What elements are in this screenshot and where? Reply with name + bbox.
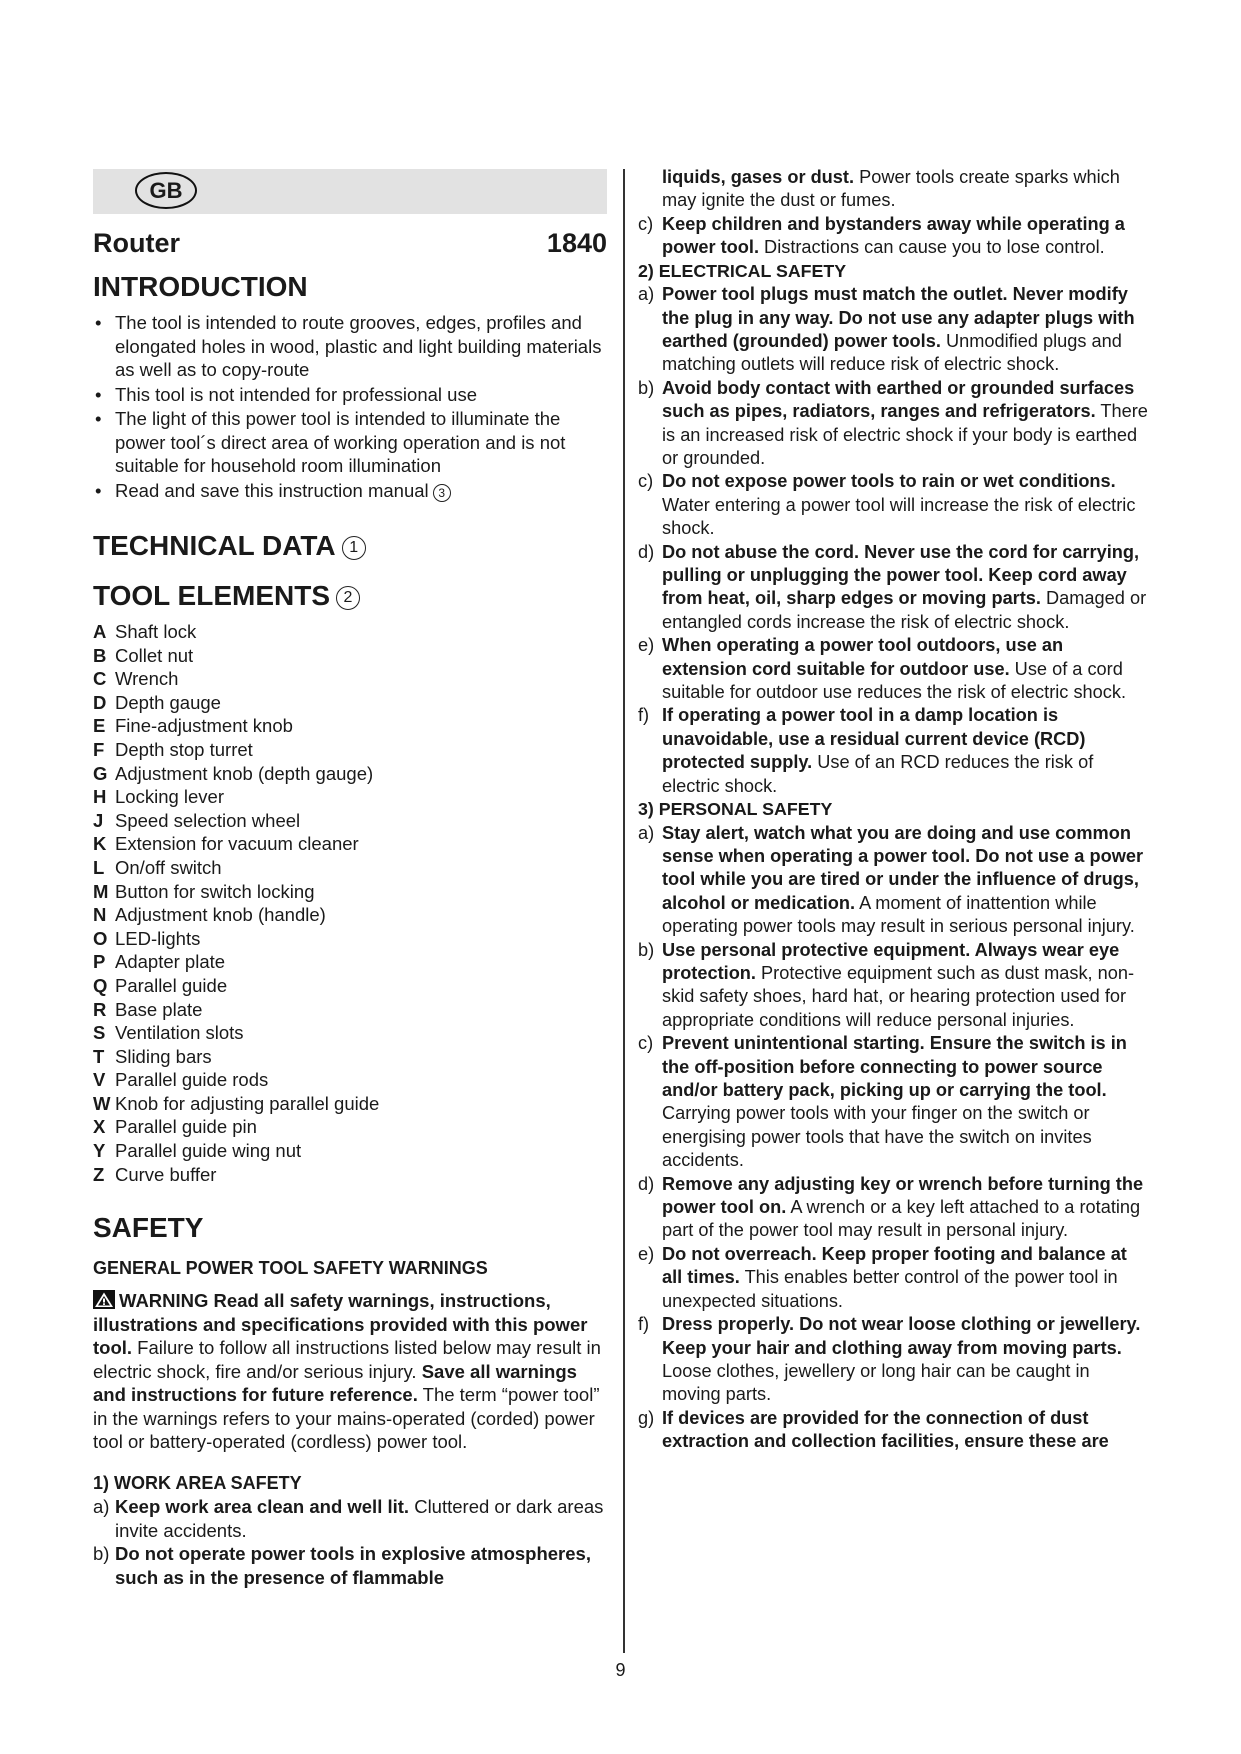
introduction-list	[93, 311, 607, 502]
electrical-safety-item: d) Do not abuse the cord. Never use the cord for carrying, pulling or unplugging the power tool. Keep cord away from heat, oil, sharp edges or moving parts. Damaged or entangled cords increase the risk of electric shock.	[638, 541, 1147, 632]
tool-element-item	[93, 950, 607, 974]
tool-element-item	[93, 691, 607, 715]
intro-bullet: • Read and save this instruction manual 3	[93, 479, 607, 503]
tool-element-letter: S	[93, 1022, 106, 1044]
tool-element-label: Locking lever	[115, 786, 225, 808]
tool-element-item	[93, 998, 607, 1022]
tool-element-letter: W	[93, 1092, 111, 1114]
model-number: 1840	[546, 228, 607, 258]
tool-element-letter: J	[93, 809, 104, 831]
tool-element-label: Depth stop turret	[115, 738, 253, 760]
document-title: Router	[93, 228, 180, 258]
tool-element-letter: R	[93, 998, 107, 1020]
tool-element-label: Knob for adjusting parallel guide	[115, 1092, 380, 1114]
tool-element-label: Adjustment knob (depth gauge)	[115, 762, 374, 784]
tool-element-item	[93, 880, 607, 904]
personal-safety-item: g) If devices are provided for the connection of dust extraction and collection facilities, ensure these are	[638, 1407, 1109, 1452]
tool-element-item	[93, 714, 607, 738]
tool-element-letter: N	[93, 904, 107, 926]
tool-element-letter: F	[93, 738, 105, 760]
tool-element-label: Extension for vacuum cleaner	[115, 833, 359, 855]
tool-element-letter: H	[93, 786, 107, 808]
work-area-item-b-continued: liquids, gases or dust. Power tools create sparks which may ignite the dust or fumes.	[662, 167, 1120, 211]
tool-element-letter: X	[93, 1116, 106, 1138]
work-area-item-a: a) Keep work area clean and well lit. Cluttered or dark areas invite accidents.	[93, 1496, 604, 1541]
tool-element-letter: P	[93, 951, 106, 973]
tool-element-item	[93, 620, 607, 644]
tool-element-label: Speed selection wheel	[115, 809, 301, 831]
tool-element-letter: G	[93, 762, 108, 784]
tool-element-label: Depth gauge	[115, 691, 221, 713]
intro-bullet: • This tool is not intended for professional use	[93, 383, 607, 407]
tool-element-letter: T	[93, 1045, 105, 1067]
tool-element-item	[93, 1139, 607, 1163]
tool-element-item	[93, 738, 607, 762]
work-area-heading: 1) WORK AREA SAFETY	[93, 1472, 302, 1493]
language-badge: GB	[135, 172, 197, 209]
electrical-safety-item: b) Avoid body contact with earthed or grounded surfaces such as pipes, radiators, ranges and refrigerators. There is an increased risk of electric shock if your body is earthed or grounded.	[638, 377, 1148, 468]
tool-element-item	[93, 785, 607, 809]
tool-element-label: Fine-adjustment knob	[115, 715, 293, 737]
tool-element-letter: E	[93, 715, 106, 737]
work-area-item-c: c) Keep children and bystanders away while operating a power tool. Distractions can cause you to lose control.	[638, 213, 1125, 258]
tool-element-item	[93, 1045, 607, 1069]
tool-element-letter: B	[93, 644, 107, 666]
tool-element-item	[93, 832, 607, 856]
tool-element-item	[93, 927, 607, 951]
tool-element-letter: Y	[93, 1140, 106, 1162]
tool-elements-heading: TOOL ELEMENTS 2	[93, 578, 607, 614]
tool-element-label: Parallel guide	[115, 974, 228, 996]
title-row	[93, 228, 607, 259]
language-bar	[93, 169, 607, 214]
tool-element-item	[93, 762, 607, 786]
tool-element-label: Wrench	[115, 668, 179, 690]
personal-safety-list	[638, 822, 1150, 1454]
electrical-safety-heading: 2) ELECTRICAL SAFETY	[638, 260, 847, 281]
electrical-safety-list	[638, 283, 1150, 798]
tool-element-item	[93, 1092, 607, 1116]
tool-element-label: Adjustment knob (handle)	[115, 904, 326, 926]
right-column	[638, 166, 1150, 1454]
column-divider	[623, 169, 625, 1653]
personal-safety-item: d) Remove any adjusting key or wrench before turning the power tool on. A wrench or a key left attached to a rotating part of the power tool may result in personal injury.	[638, 1173, 1144, 1241]
tool-element-letter: V	[93, 1069, 106, 1091]
personal-safety-heading: 3) PERSONAL SAFETY	[638, 799, 833, 820]
tool-element-item	[93, 1021, 607, 1045]
electrical-safety-item: f) If operating a power tool in a damp location is unavoidable, use a residual current device (RCD) protected supply. Use of an RCD reduces the risk of electric shock.	[638, 705, 1094, 796]
tool-element-label: Parallel guide pin	[115, 1116, 257, 1138]
tool-element-letter: A	[93, 621, 107, 642]
tool-element-item	[93, 903, 607, 927]
tool-element-item	[93, 856, 607, 880]
electrical-safety-item: a) Power tool plugs must match the outlet. Never modify the plug in any way. Do not use any adapter plugs with earthed (grounded) power tools. Unmodified plugs and matching outlets will reduce risk of electric shock.	[638, 284, 1135, 375]
tool-element-item	[93, 1068, 607, 1092]
warning-paragraph: WARNING Read all safety warnings, instructions, illustrations and specifications provided with this power tool. Failure to follow all instructions listed below may result in electric shock, fire and/or serious injury. Save all warnings and instructions for future reference. The term “power tool” in the warnings refers to your mains-operated (corded) power tool or battery-operated (cordless) power tool.	[93, 1290, 601, 1453]
tool-element-item	[93, 974, 607, 998]
personal-safety-item: e) Do not overreach. Keep proper footing and balance at all times. This enables better control of the power tool in unexpected situations.	[638, 1243, 1127, 1311]
warning-triangle-icon	[93, 1290, 115, 1309]
tool-element-letter: Q	[93, 974, 108, 996]
tool-element-item	[93, 809, 607, 833]
tool-element-letter: O	[93, 927, 108, 949]
safety-subheading: GENERAL POWER TOOL SAFETY WARNINGS	[93, 1258, 488, 1279]
tool-element-letter: C	[93, 668, 107, 690]
safety-heading: SAFETY	[93, 1212, 204, 1244]
tool-element-label: Shaft lock	[115, 621, 197, 642]
tool-element-letter: M	[93, 880, 109, 902]
figure-ref-badge: 3	[433, 484, 451, 502]
tool-element-label: Parallel guide rods	[115, 1069, 269, 1091]
intro-bullet: • The light of this power tool is intended to illuminate the power tool´s direct area of working operation and is not suitable for household room illumination	[93, 407, 607, 478]
tool-element-label: Sliding bars	[115, 1045, 212, 1067]
tool-element-label: Collet nut	[115, 644, 194, 666]
tool-element-label: Adapter plate	[115, 951, 226, 973]
personal-safety-item: b) Use personal protective equipment. Always wear eye protection. Protective equipment such as dust mask, non-skid safety shoes, hard hat, or hearing protection used for appropriate conditions will reduce personal injuries.	[638, 939, 1135, 1030]
introduction-heading: INTRODUCTION	[93, 271, 308, 302]
tool-element-item	[93, 667, 607, 691]
work-area-item-b: b) Do not operate power tools in explosive atmospheres, such as in the presence of flammable	[93, 1543, 591, 1588]
technical-data-heading: TECHNICAL DATA 1	[93, 528, 607, 564]
tool-element-label: Parallel guide wing nut	[115, 1140, 302, 1162]
personal-safety-item: c) Prevent unintentional starting. Ensure the switch is in the off-position before connecting to power source and/or battery pack, picking up or carrying the tool. Carrying power tools with your finger on the switch or energising power tools that have the switch on invites accidents.	[638, 1033, 1127, 1171]
electrical-safety-item: e) When operating a power tool outdoors, use an extension cord suitable for outdoor use. Use of a cord suitable for outdoor use reduces the risk of electric shock.	[638, 635, 1127, 703]
left-column	[93, 169, 607, 1589]
personal-safety-item: a) Stay alert, watch what you are doing and use common sense when operating a power tool. Do not use a power tool while you are tired or under the influence of drugs, alcohol or medication. A moment of inattention while operating power tools may result in serious personal injury.	[638, 822, 1144, 937]
tool-element-letter: D	[93, 691, 107, 713]
intro-bullet: • The tool is intended to route grooves, edges, profiles and elongated holes in wood, plastic and light building materials as well as to copy-route	[93, 311, 607, 382]
tool-element-item	[93, 644, 607, 668]
tool-element-label: Button for switch locking	[115, 880, 315, 902]
personal-safety-item: f) Dress properly. Do not wear loose clothing or jewellery. Keep your hair and clothing away from moving parts. Loose clothes, jewellery or long hair can be caught in moving parts.	[638, 1314, 1141, 1405]
tool-element-item	[93, 1115, 607, 1139]
tool-element-item	[93, 1163, 607, 1187]
electrical-safety-item: c) Do not expose power tools to rain or wet conditions. Water entering a power tool will increase the risk of electric shock.	[638, 471, 1136, 539]
tool-element-letter: L	[93, 856, 105, 878]
figure-ref-badge: 2	[336, 586, 360, 610]
page-number: 9	[615, 1660, 626, 1680]
tool-elements-list	[93, 620, 607, 1186]
figure-ref-badge: 1	[342, 536, 366, 560]
tool-element-label: Ventilation slots	[115, 1022, 244, 1044]
tool-element-letter: Z	[93, 1163, 105, 1185]
tool-element-label: Curve buffer	[115, 1163, 217, 1185]
tool-element-label: Base plate	[115, 998, 203, 1020]
tool-element-label: LED-lights	[115, 927, 201, 949]
tool-element-label: On/off switch	[115, 856, 222, 878]
tool-element-letter: K	[93, 833, 107, 855]
